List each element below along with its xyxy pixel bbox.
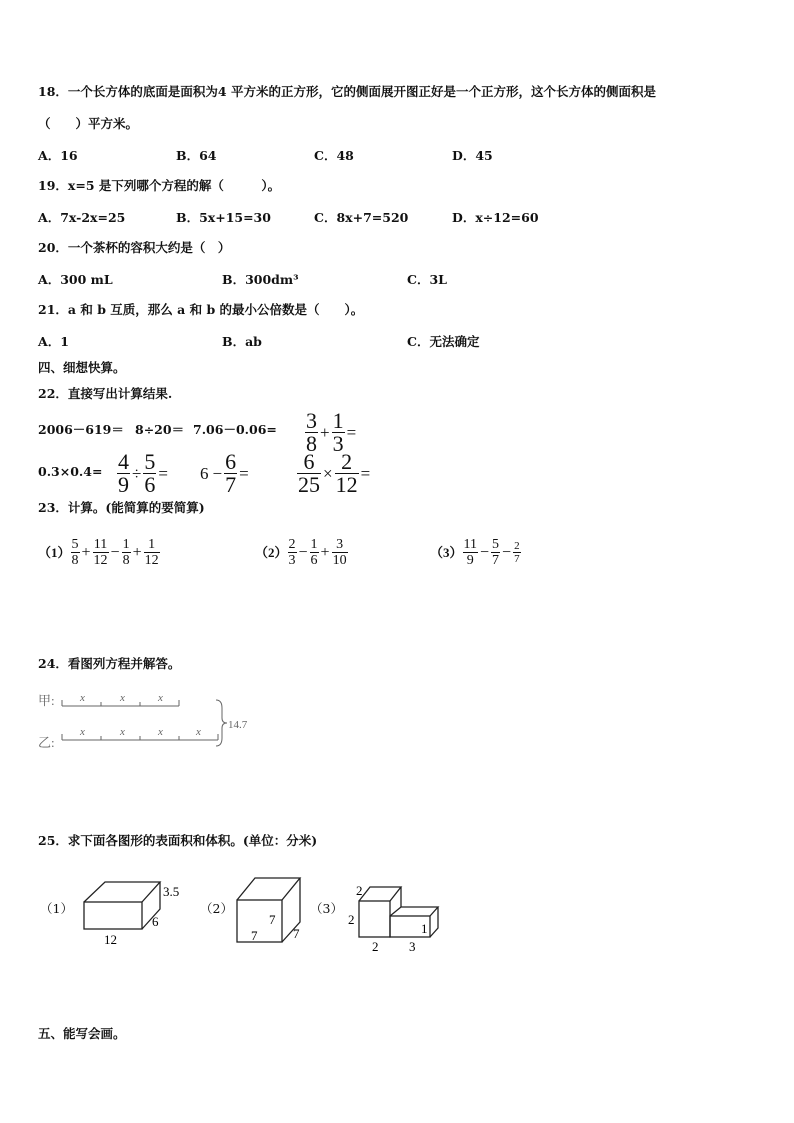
- q23-problem-1: （1） $\frac{5}{8}$ + $\frac{11}{12}$ − $\frac{1}{8}$ + $\frac{1}{12}$: [38, 537, 159, 568]
- q21-option-c: C．无法确定: [407, 334, 480, 349]
- q21-option-a: A．1: [38, 334, 69, 349]
- q23-stem: 23．计算。(能简算的要简算): [38, 500, 205, 515]
- q25-stem: 25．求下面各图形的表面积和体积。(单位：分米): [38, 833, 318, 848]
- yi-label: 乙:: [38, 735, 55, 750]
- q20-option-b: B．300dm³: [222, 272, 299, 287]
- q19-option-a: A．7x-2x=25: [38, 210, 126, 225]
- q18-option-d: D．45: [452, 148, 493, 163]
- q18-stem: 18．一个长方体的底面是面积为4 平方米的正方形，它的侧面展开图正好是一个正方形，这个长方体的侧面积是: [38, 84, 656, 99]
- width-label: 6: [152, 914, 159, 929]
- x-label: x: [120, 692, 125, 704]
- fraction: $\frac{3}{10}$: [332, 537, 347, 568]
- q22-item-3: 7.06－0.06=: [193, 422, 277, 437]
- x-label: x: [80, 726, 85, 738]
- q19-stem: 19．x=5 是下列哪个方程的解（ ）。: [38, 178, 281, 193]
- length-label: 12: [104, 932, 117, 947]
- q19-option-b: B．5x+15=30: [176, 210, 271, 225]
- fig2-label: （2）: [200, 901, 233, 916]
- q22-stem: 22．直接写出计算结果.: [38, 386, 173, 401]
- composite-figure-3: [344, 879, 454, 955]
- x-label: x: [158, 726, 163, 738]
- width-2-label: 3: [409, 939, 416, 954]
- q20-option-a: A．300 mL: [38, 272, 113, 287]
- cuboid-figure-1: [80, 878, 192, 950]
- height-label: 2: [348, 912, 355, 927]
- x-label: x: [120, 726, 125, 738]
- q18-option-a: A．16: [38, 148, 78, 163]
- width-1-label: 2: [372, 939, 379, 954]
- q19-option-c: C．8x+7=520: [314, 210, 409, 225]
- edge-label-b: 7: [251, 928, 258, 943]
- height-label: 3.5: [163, 884, 180, 899]
- total-label: 14.7: [228, 719, 248, 731]
- q22-item-8: $\frac{6}{25}$ × $\frac{2}{12}$ =: [298, 449, 371, 497]
- q23-problem-3: （3） $\frac{11}{9}$ − $\frac{5}{7}$ − $\frac{2}{7}$: [430, 537, 520, 568]
- q23-problem-2: （2） $\frac{2}{3}$ − $\frac{1}{6}$ + $\frac{3}{10}$: [255, 537, 347, 568]
- x-label: x: [80, 692, 85, 704]
- jia-label: 甲:: [38, 693, 55, 708]
- q24-stem: 24．看图列方程并解答。: [38, 656, 181, 671]
- fraction: $\frac{11}{12}$: [93, 537, 108, 568]
- top-depth-label: 2: [356, 883, 363, 898]
- q22-item-4: $\frac{3}{8}$ + $\frac{1}{3}$ =: [306, 408, 357, 456]
- fraction: $\frac{6}{25}$: [298, 449, 320, 497]
- q22-item-2: 8÷20＝: [135, 422, 185, 437]
- segment-diagram: [36, 688, 266, 754]
- fraction: $\frac{1}{8}$: [122, 537, 130, 568]
- fraction: $\frac{1}{3}$: [332, 408, 344, 456]
- fraction: $\frac{11}{9}$: [463, 537, 477, 568]
- fraction: $\frac{3}{8}$: [306, 408, 317, 456]
- cube-figure-2: [230, 872, 310, 950]
- fraction: $\frac{5}{6}$: [144, 449, 156, 497]
- fraction: $\frac{2}{7}$: [514, 540, 520, 565]
- fraction: $\frac{2}{12}$: [335, 449, 358, 497]
- x-label: x: [196, 726, 201, 738]
- q22-item-6: $\frac{4}{9}$ ÷ $\frac{5}{6}$ =: [118, 449, 168, 497]
- section-4-title: 四、细想快算。: [38, 360, 126, 375]
- fig1-label: （1）: [40, 901, 73, 916]
- fraction: $\frac{1}{6}$: [310, 537, 318, 568]
- q20-option-c: C．3L: [407, 272, 447, 287]
- edge-label-c: 7: [293, 926, 300, 941]
- q21-stem: 21．a 和 b 互质，那么 a 和 b 的最小公倍数是（ ）。: [38, 302, 364, 317]
- x-label: x: [158, 692, 163, 704]
- fig3-label: （3）: [310, 901, 343, 916]
- small-depth-label: 1: [421, 921, 428, 936]
- fraction: $\frac{6}{7}$: [225, 449, 237, 497]
- q20-stem: 20．一个茶杯的容积大约是（ ）: [38, 240, 231, 255]
- edge-label-a: 7: [269, 912, 276, 927]
- section-5-title: 五、能写会画。: [38, 1026, 126, 1041]
- fraction: $\frac{4}{9}$: [118, 449, 129, 497]
- q18-option-b: B．64: [176, 148, 217, 163]
- q18-stem-blank: （ ）平方米。: [38, 116, 139, 131]
- q18-option-c: C．48: [314, 148, 354, 163]
- q21-option-b: B．ab: [222, 334, 262, 349]
- fraction: $\frac{5}{7}$: [492, 537, 500, 568]
- q22-item-5: 0.3×0.4=: [38, 464, 103, 479]
- fraction: $\frac{1}{12}$: [144, 537, 159, 568]
- q22-item-7: 6 − $\frac{6}{7}$ =: [200, 449, 249, 497]
- q22-item-1: 2006－619＝: [38, 422, 124, 437]
- fraction: $\frac{2}{3}$: [288, 537, 296, 568]
- q19-option-d: D．x÷12=60: [452, 210, 539, 225]
- fraction: $\frac{5}{8}$: [71, 537, 79, 568]
